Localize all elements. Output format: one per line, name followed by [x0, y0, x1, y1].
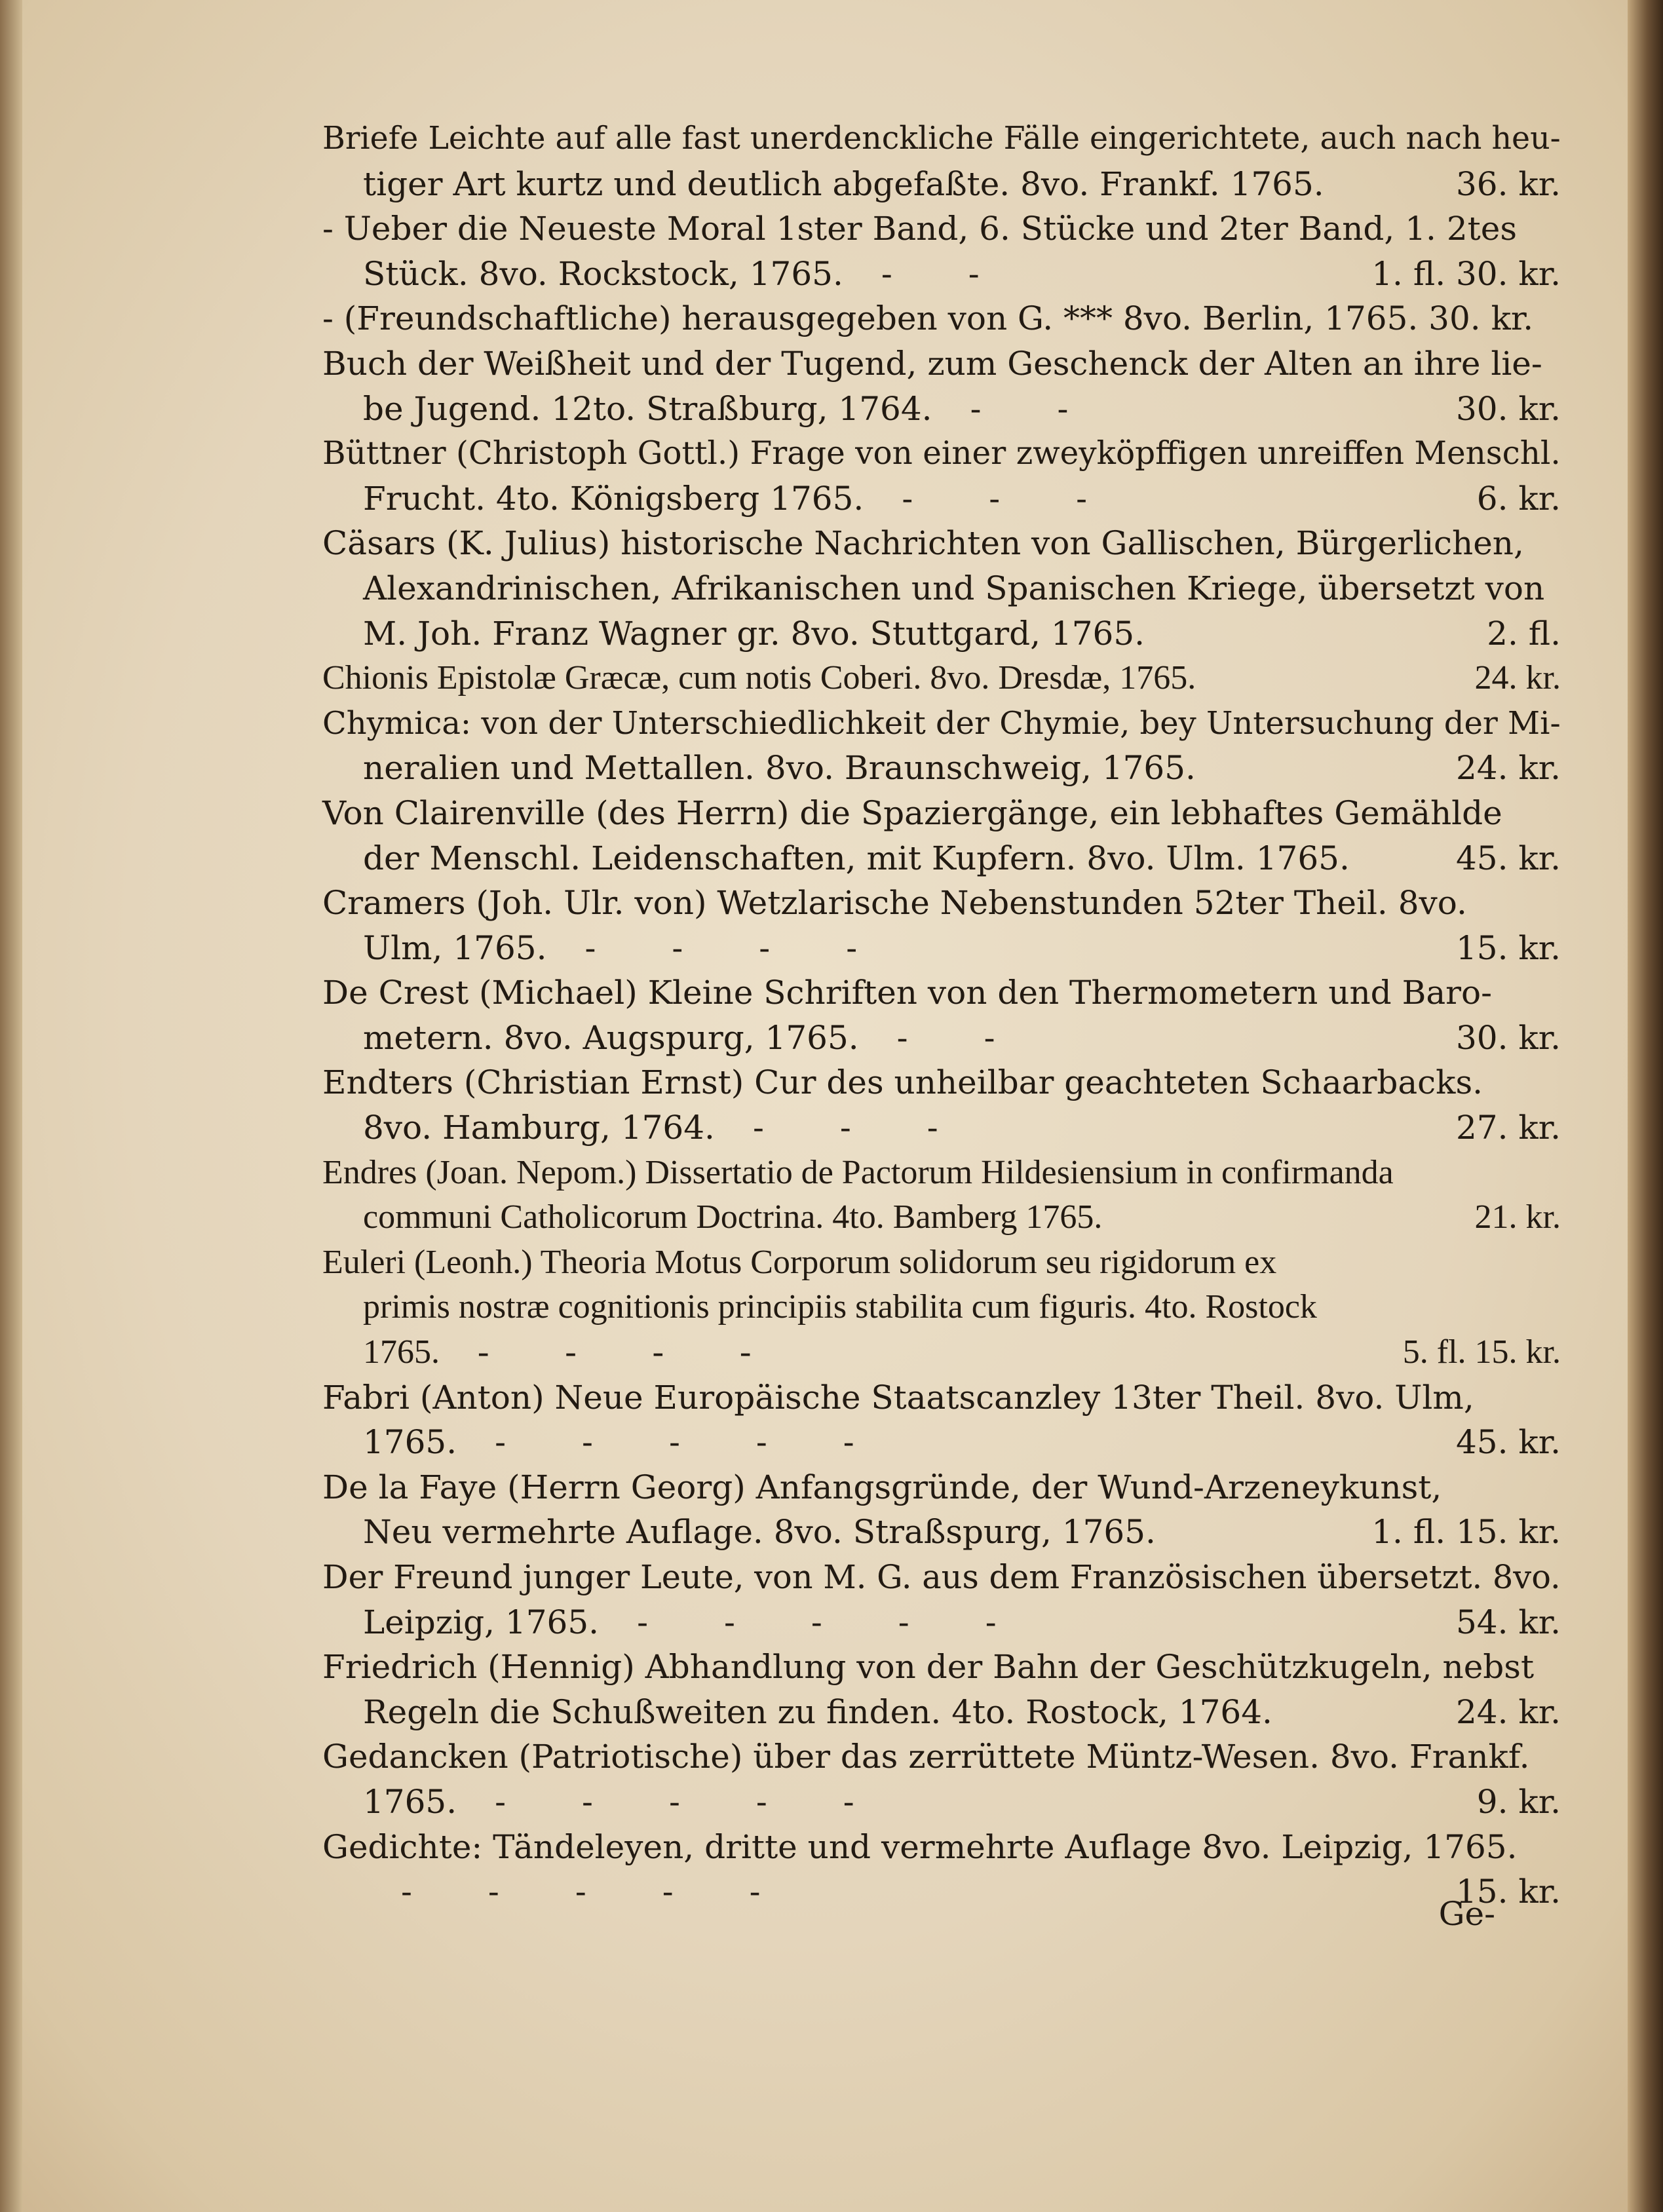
catalog-entry [322, 431, 1561, 521]
leader-mark: - [989, 479, 1001, 518]
entry-line [322, 1375, 1561, 1421]
entry-text: Frucht. 4to. Königsberg 1765. [363, 479, 864, 518]
leader-mark: - [662, 1873, 674, 1911]
entry-line [322, 1151, 1561, 1196]
leader-mark: - [752, 1109, 764, 1147]
entry-price: 1. fl. 30. kr. [1371, 254, 1561, 293]
catalog-entry [322, 1151, 1561, 1240]
entry-text: Regeln die Schußweiten zu finden. 4to. Rostock, 1764. [363, 1692, 1272, 1731]
leader-mark: - [495, 1423, 507, 1462]
entry-price: 45. kr. [1455, 839, 1561, 877]
leader-mark: - [755, 1423, 767, 1462]
leader-mark: - [970, 389, 982, 428]
entry-text: Cramers (Joh. Ulr. von) Wetzlarische Nebenstunden 52ter Theil. 8vo. [322, 884, 1467, 923]
entry-text: - (Freundschaftliche) herausgegeben von G. *** 8vo. Berlin, 1765. 30. kr. [322, 299, 1534, 338]
entry-price: 15. kr. [1455, 928, 1561, 967]
leader-mark: - [582, 1423, 593, 1462]
entry-continuation-line [322, 387, 1561, 432]
leader-mark: - [749, 1873, 761, 1911]
entry-price: 24. kr. [1455, 749, 1561, 788]
entry-price: 5. fl. 15. kr. [1402, 1333, 1561, 1371]
leader-mark: - [478, 1333, 489, 1371]
catalog-entry [322, 206, 1561, 296]
entry-line [322, 431, 1561, 476]
entry-line [322, 1645, 1561, 1690]
entry-text: Briefe Leichte auf alle fast unerdenckliche Fälle eingerichtete, auch nach heu- [322, 121, 1561, 157]
entry-text: 1765. [363, 1423, 457, 1462]
catalog-entry [322, 521, 1561, 656]
entry-price: 45. kr. [1455, 1423, 1561, 1462]
catalog-entry [322, 1375, 1561, 1465]
entry-text: metern. 8vo. Augspurg, 1765. [363, 1018, 859, 1057]
entry-text: Alexandrinischen, Afrikanischen und Spanischen Kriege, übersetzt von [363, 569, 1545, 607]
entry-text: tiger Art kurtz und deutlich abgefaßte. 8vo. Frankf. 1765. [363, 164, 1324, 203]
catalog-entry [322, 1825, 1561, 1915]
entry-text: Fabri (Anton) Neue Europäische Staatscanzley 13ter Theil. 8vo. Ulm, [322, 1378, 1474, 1417]
leader-mark: - [668, 1782, 680, 1821]
leader-mark: - [495, 1782, 507, 1821]
leader-mark: - [401, 1873, 412, 1911]
entry-text: Gedichte: Tändeleyen, dritte und vermehrte Auflage 8vo. Leipzig, 1765. [322, 1827, 1518, 1866]
leader-mark: - [1057, 389, 1069, 428]
leader-mark: - [723, 1603, 735, 1641]
entry-line [322, 1465, 1561, 1510]
entry-price: 1. fl. 15. kr. [1371, 1513, 1561, 1552]
catalog-entry [322, 970, 1561, 1060]
entry-continuation-line [322, 1510, 1561, 1555]
entry-text: Endters (Christian Ernst) Cur des unheilbar geachteten Schaarbacks. [322, 1063, 1483, 1102]
entry-text: 1765. [363, 1782, 457, 1821]
entry-text: communi Catholicorum Doctrina. 4to. Bamberg 1765. [363, 1198, 1103, 1236]
entry-text: De Crest (Michael) Kleine Schriften von den Thermometern und Baro- [322, 974, 1493, 1012]
entry-continuation-line [322, 252, 1561, 297]
catalog-entry [322, 1734, 1561, 1824]
entry-line [322, 117, 1561, 162]
catalog-entry [322, 1555, 1561, 1645]
catalog-entry [322, 1645, 1561, 1734]
entry-text: Büttner (Christoph Gottl.) Frage von einer zweyköpffigen unreiffen Menschl. [322, 435, 1561, 472]
entry-continuation-line [322, 162, 1561, 207]
leader-mark: - [565, 1333, 577, 1371]
entry-price: 6. kr. [1476, 479, 1561, 518]
entry-price: 27. kr. [1455, 1109, 1561, 1147]
leader-mark: - [668, 1423, 680, 1462]
entry-price: 2. fl. [1487, 614, 1561, 653]
leader-mark: - [843, 1782, 854, 1821]
leader-mark: - [637, 1603, 648, 1641]
entry-continuation-line [322, 1780, 1561, 1825]
leader-mark: - [575, 1873, 586, 1911]
entry-continuation-line [322, 1690, 1561, 1735]
entry-text: Endres (Joan. Nepom.) Dissertatio de Pactorum Hildesiensium in confirmanda [322, 1153, 1394, 1191]
entry-continuation-line [322, 1330, 1561, 1375]
entry-line [322, 701, 1561, 746]
entry-continuation-line [322, 476, 1561, 522]
leader-mark: - [584, 928, 596, 967]
entry-text: 1765. [363, 1333, 440, 1371]
leader-mark: - [755, 1782, 767, 1821]
entry-continuation-line [322, 1285, 1561, 1330]
entry-price: 30. kr. [1455, 1018, 1561, 1057]
entry-continuation-line [322, 746, 1561, 791]
catalog-entry [322, 656, 1561, 701]
leader-mark: - [759, 928, 771, 967]
entry-line [322, 1734, 1561, 1780]
binding-gutter [1628, 0, 1663, 2212]
entry-text: primis nostræ cognitionis principiis stabilita cum figuris. 4to. Rostock [363, 1288, 1317, 1326]
catalog-entry [322, 117, 1561, 206]
entry-text: Friedrich (Hennig) Abhandlung von der Bahn der Geschützkugeln, nebst [322, 1648, 1535, 1687]
leader-mark: - [739, 1333, 752, 1371]
entry-continuation-line [322, 836, 1561, 881]
entry-line [322, 791, 1561, 836]
entry-continuation-line [322, 926, 1561, 971]
entry-line [322, 1555, 1561, 1600]
book-catalog-list [322, 117, 1561, 1915]
entry-text: neralien und Mettallen. 8vo. Braunschweig, 1765. [363, 749, 1196, 788]
entry-text: Ulm, 1765. [363, 928, 547, 967]
page-edge-shadow [0, 0, 22, 2212]
entry-price: 15. kr. [1455, 1873, 1561, 1911]
entry-text: Stück. 8vo. Rockstock, 1765. [363, 254, 843, 293]
entry-line [322, 521, 1561, 566]
catalog-entry [322, 1060, 1561, 1150]
catalog-entry [322, 296, 1561, 341]
entry-line [322, 970, 1561, 1016]
entry-line [322, 206, 1561, 252]
leader-mark: - [927, 1109, 938, 1147]
entry-line [322, 656, 1561, 701]
entry-line [322, 1825, 1561, 1870]
leader-mark: - [811, 1603, 822, 1641]
catalog-entry [322, 1240, 1561, 1375]
leader-mark: - [672, 928, 683, 967]
entry-price: 36. kr. [1455, 164, 1561, 203]
leader-mark: - [843, 1423, 854, 1462]
leader-mark: - [898, 1603, 909, 1641]
entry-text: Der Freund junger Leute, von M. G. aus dem Französischen übersetzt. 8vo. [322, 1558, 1561, 1596]
leader-mark: - [984, 1018, 995, 1057]
leader-mark: - [985, 1603, 997, 1641]
leader-mark: - [487, 1873, 499, 1911]
leader-mark: - [968, 254, 980, 293]
entry-text: Chionis Epistolæ Græcæ, cum notis Coberi. 8vo. Dresdæ, 1765. [322, 659, 1196, 697]
catalog-entry [322, 1465, 1561, 1555]
leader-mark: - [1076, 479, 1088, 518]
entry-continuation-line [322, 1869, 1561, 1915]
entry-continuation-line [322, 1600, 1561, 1645]
leader-mark: - [902, 479, 913, 518]
entry-line [322, 1240, 1561, 1286]
entry-text: Chymica: von der Unterschiedlichkeit der Chymie, bey Untersuchung der Mi- [322, 704, 1561, 742]
entry-price: 30. kr. [1455, 389, 1561, 428]
entry-text: Von Clairenville (des Herrn) die Spaziergänge, ein lebhaftes Gemählde [322, 793, 1502, 832]
entry-price: 21. kr. [1474, 1198, 1561, 1236]
catalog-entry [322, 341, 1561, 431]
entry-continuation-line [322, 566, 1561, 611]
entry-continuation-line [322, 1420, 1561, 1465]
entry-price: 24. kr. [1455, 1692, 1561, 1731]
catchword: Ge- [1438, 1895, 1495, 1933]
entry-line [322, 881, 1561, 926]
entry-text: M. Joh. Franz Wagner gr. 8vo. Stuttgard, 1765. [363, 614, 1145, 653]
entry-line [322, 1060, 1561, 1105]
leader-mark: - [582, 1782, 593, 1821]
entry-continuation-line [322, 611, 1561, 657]
catalog-entry [322, 701, 1561, 791]
catalog-entry [322, 881, 1561, 970]
entry-text: 8vo. Hamburg, 1764. [363, 1109, 715, 1147]
entry-price: 24. kr. [1474, 659, 1561, 697]
leader-mark: - [839, 1109, 851, 1147]
entry-line [322, 341, 1561, 387]
entry-text: be Jugend. 12to. Straßburg, 1764. [363, 389, 932, 428]
entry-price: 54. kr. [1455, 1603, 1561, 1641]
entry-text: Gedancken (Patriotische) über das zerrüttete Müntz-Wesen. 8vo. Frankf. [322, 1738, 1530, 1776]
entry-text: der Menschl. Leidenschaften, mit Kupfern. 8vo. Ulm. 1765. [363, 839, 1350, 877]
entry-text: Euleri (Leonh.) Theoria Motus Corporum solidorum seu rigidorum ex [322, 1243, 1277, 1281]
leader-mark: - [896, 1018, 908, 1057]
entry-line [322, 296, 1561, 341]
entry-continuation-line [322, 1016, 1561, 1061]
leader-mark: - [881, 254, 892, 293]
entry-text: Buch der Weißheit und der Tugend, zum Geschenck der Alten an ihre lie- [322, 344, 1542, 383]
entry-text: De la Faye (Herrn Georg) Anfangsgründe, der Wund-Arzeneykunst, [322, 1468, 1442, 1506]
entry-text: Cäsars (K. Julius) historische Nachrichten von Gallischen, Bürgerlichen, [322, 524, 1524, 563]
entry-price: 9. kr. [1476, 1782, 1561, 1821]
entry-text: Neu vermehrte Auflage. 8vo. Straßspurg, 1765. [363, 1513, 1156, 1552]
leader-mark: - [652, 1333, 664, 1371]
leader-mark: - [846, 928, 858, 967]
entry-text: Leipzig, 1765. [363, 1603, 600, 1641]
entry-continuation-line [322, 1195, 1561, 1240]
entry-continuation-line [322, 1105, 1561, 1151]
entry-text: - Ueber die Neueste Moral 1ster Band, 6. Stücke und 2ter Band, 1. 2tes [322, 210, 1517, 248]
catalog-entry [322, 791, 1561, 881]
